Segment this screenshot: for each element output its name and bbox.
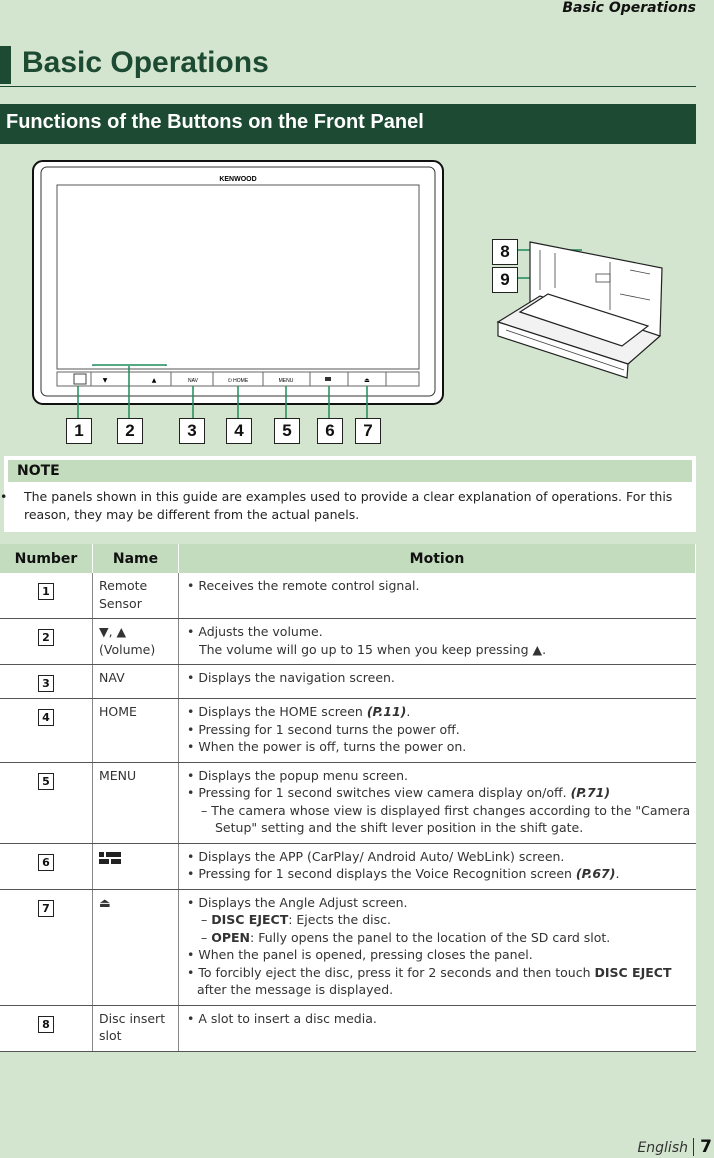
nav-key-label: NAV — [188, 378, 198, 384]
motion-text: Displays the APP (CarPlay/ Android Auto/ WebLink) screen. — [198, 848, 565, 864]
section-title: Functions of the Buttons on the Front Panel — [6, 111, 424, 133]
row-number: 7 — [38, 900, 54, 917]
motion-text: after the message is displayed. — [197, 982, 394, 997]
row-number: 6 — [38, 854, 54, 871]
row-number: 3 — [38, 675, 54, 692]
callout-2: 2 — [117, 418, 143, 444]
motion-text: Displays the navigation screen. — [198, 670, 395, 685]
motion-text: Displays the HOME screen — [198, 704, 363, 719]
row-name: ▼, ▲ (Volume) — [93, 619, 179, 665]
page-reference: (P.67) — [575, 866, 616, 881]
motion-text: Pressing for 1 second switches view camera display on/off. — [198, 785, 567, 800]
page-footer — [614, 1136, 714, 1158]
row-number: 5 — [38, 773, 54, 790]
app-icon — [99, 852, 121, 864]
page-reference: (P.11) — [366, 704, 407, 719]
callout-3: 3 — [179, 418, 205, 444]
motion-text: When the panel is opened, pressing closes the panel. — [198, 947, 533, 962]
motion-text: Adjusts the volume. — [198, 624, 323, 639]
row-name: Remote Sensor — [93, 573, 179, 619]
title-marker — [0, 46, 11, 84]
header-motion: Motion — [179, 544, 696, 573]
menu-key-label: MENU — [278, 378, 294, 384]
motion-text: Pressing for 1 second turns the power off. — [198, 721, 460, 737]
note-text: • The panels shown in this guide are examples used to provide a clear explanation of operations. For this reason, they may be different from the actual panels. — [0, 489, 673, 522]
header-number: Number — [0, 544, 93, 573]
motion-text: When the power is off, turns the power on. — [198, 739, 467, 754]
table-row: 6 • Displays the APP (CarPlay/ Android Auto/ WebLink) screen. • Pressing for 1 second displays the Voice Recognition screen (P.67). — [0, 843, 696, 889]
motion-text: Displays the Angle Adjust screen. — [198, 894, 408, 910]
row-number: 2 — [38, 629, 54, 646]
row-number: 8 — [38, 1016, 54, 1033]
note-body: The panels shown in this guide are examples used to provide a clear explanation of operations. For this reason, they may be different from the actual panels. — [24, 489, 673, 522]
motion-text: To forcibly eject the disc, press it for 2 seconds and then touch — [198, 964, 591, 980]
callout-4: 4 — [226, 418, 252, 444]
row-number: 1 — [38, 583, 54, 600]
page-reference: (P.71) — [570, 785, 611, 800]
motion-text: The volume will go up to 15 when you keep pressing ▲. — [199, 641, 547, 657]
callout-9: 9 — [492, 267, 518, 293]
footer-divider — [693, 1138, 694, 1156]
running-head: Basic Operations — [562, 0, 696, 16]
header-name: Name — [93, 544, 179, 573]
callout-5: 5 — [274, 418, 300, 444]
row-name: HOME — [93, 699, 179, 763]
motion-text: Pressing for 1 second displays the Voice Recognition screen — [198, 866, 572, 881]
button-function-table — [0, 544, 696, 1052]
front-panel-figure — [0, 150, 700, 450]
table-row: 4 HOME • Displays the HOME screen (P.11). • Pressing for 1 second turns the power off. • When the power is off, turns the power on. — [0, 699, 696, 763]
note-label: NOTE — [17, 463, 60, 479]
brand-logo: KENWOOD — [219, 176, 257, 183]
note-header — [8, 460, 692, 482]
callout-7: 7 — [355, 418, 381, 444]
row-name: MENU — [93, 762, 179, 843]
callout-6: 6 — [317, 418, 343, 444]
open-key: OPEN — [211, 929, 251, 945]
motion-text: The camera whose view is displayed first changes according to the "Camera Setup" setting and the shift lever position in the shift gate. — [211, 802, 691, 835]
remote-sensor-window — [74, 374, 86, 384]
section-header — [0, 104, 696, 144]
page-title-bar — [0, 46, 696, 87]
note-box — [0, 456, 696, 532]
motion-text: : Fully opens the panel to the location of the SD card slot. — [250, 929, 611, 945]
home-key-label: ⏻ HOME — [227, 378, 249, 384]
row-name — [93, 843, 179, 889]
motion-text: : Ejects the disc. — [288, 912, 391, 927]
row-name: NAV — [93, 665, 179, 699]
table-row: 1 Remote Sensor • Receives the remote control signal. — [0, 573, 696, 619]
device-illustration — [0, 150, 700, 450]
row-name: Disc insert slot — [93, 1005, 179, 1051]
table-header-row — [0, 544, 696, 573]
disc-eject-key: DISC EJECT — [594, 964, 672, 980]
row-number: 4 — [38, 709, 54, 726]
motion-text: Receives the remote control signal. — [198, 578, 420, 593]
table-row: 3 NAV • Displays the navigation screen. — [0, 665, 696, 699]
callout-8: 8 — [492, 239, 518, 265]
footer-language: English — [637, 1140, 688, 1156]
disc-eject-key: DISC EJECT — [211, 912, 289, 927]
svg-text:⏏: ⏏ — [364, 377, 370, 384]
motion-text: A slot to insert a disc media. — [198, 1010, 377, 1026]
table-row: 2 ▼, ▲ (Volume) • Adjusts the volume. The volume will go up to 15 when you keep pressing ▲. — [0, 619, 696, 665]
motion-text: Displays the popup menu screen. — [198, 767, 408, 783]
svg-text:▲: ▲ — [151, 377, 157, 384]
row-name: ⏏ — [93, 889, 179, 1005]
table-row: 7 ⏏ • Displays the Angle Adjust screen. – DISC EJECT: Ejects the disc. – OPEN: Fully opens the panel to the location of the SD card slot. • When the panel is opened, pressing closes the panel. • To forcibly eject the disc, press it for 2 seconds and then touch DISC EJECT after the message is displayed. — [0, 889, 696, 1005]
page-number: 7 — [700, 1137, 712, 1157]
svg-text:▼: ▼ — [102, 377, 108, 384]
table-row: 5 MENU • Displays the popup menu screen. • Pressing for 1 second switches view camera display on/off. (P.71) – The camera whose view is displayed first changes according to the "Camera Setup" setting and the shift lever position in the shift gate. — [0, 762, 696, 843]
table-row: 8 Disc insert slot • A slot to insert a disc media. — [0, 1005, 696, 1051]
callout-1: 1 — [66, 418, 92, 444]
page-title: Basic Operations — [22, 46, 269, 79]
